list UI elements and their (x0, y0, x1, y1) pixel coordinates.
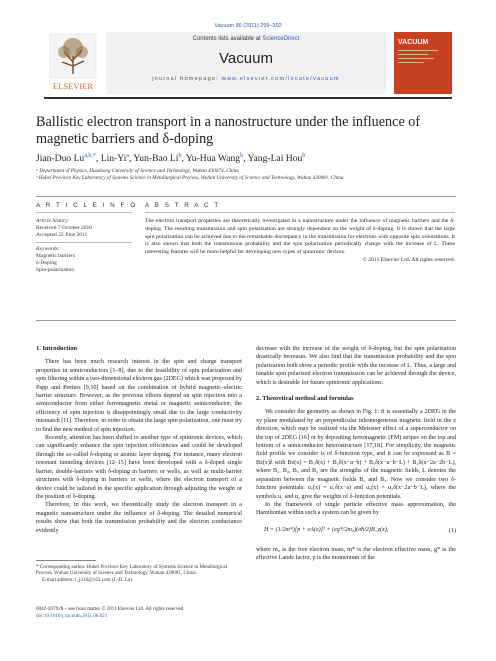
abstract-heading: A B S T R A C T (145, 202, 221, 209)
author-affil-mark: a,b,* (84, 153, 96, 159)
received-date: Received 7 October 2010 (36, 225, 93, 231)
homepage-prefix: journal homepage: (152, 76, 222, 82)
paragraph: In the framework of single particle effective mass approximation, the Hamiltonian within such a system can be given by (256, 501, 456, 517)
accepted-date: Accepted 22 June 2011 (36, 232, 88, 238)
page-footer (36, 606, 242, 620)
right-column (256, 345, 456, 563)
left-column (36, 345, 242, 535)
equation-text: H = (1/2m*)[p + eA(x)]² + (eg*/2m₀)(σħ/2)B_z(x), (264, 526, 389, 533)
affiliation: ᵇ Hubei Province Key Laboratory of Systems Science in Metallurgical Process, Wuhan University of Science and Technology, Wuhan 430081, China (36, 175, 344, 181)
section-rule (36, 320, 456, 321)
header-rule (44, 97, 452, 99)
section-rule (36, 196, 456, 197)
author-name[interactable]: Lin-Yi (100, 153, 127, 165)
elsevier-logo (44, 32, 102, 94)
equation-1 (256, 522, 456, 542)
journal-banner (106, 32, 386, 94)
info-divider (36, 242, 132, 243)
keyword: Spin-polarization (36, 266, 75, 273)
paragraph: We consider the geometry as shown in Fig. 1: It is essentially a 2DEG in the xy plane modulated by an perpendicular inhomogeneous magnetic field in the z direction, which may be realized via the Meissner effect of a superconductor on the top of 2DEG [16] or by depositing ferromagnetic (FM) stripes on the top and bottom of a semiconductor heterostructure [17,18]. For simplicity, the magnetic field profile we consider is of δ-function type, and it can be expressed as B = Bz(x)ẑ with Bz(x) = B₁δ(x) + B₂δ(x−a−b) + B₃δ(x−a−b−L) + B₄δ(x−2a−2b−L), where B₁, B₂, B₃ and B₄ are the strengths of the magnetic fields, L denotes the separation between the magnetic fields B₂ and B₃. Now we consider two δ-function potentials: u₁(x) = u₁δ(x−a) and u₂(x) = u₂δ(x−2a−b−L), where the symbols u₁ and u₂ give the weights of δ-function potentials. (256, 409, 456, 500)
keyword: δ-Doping (36, 259, 57, 266)
author-name[interactable]: Yu-Hua Wang (185, 153, 241, 165)
doi-link[interactable]: doi:10.1016/j.vacuum.2011.06.021 (36, 612, 108, 619)
article-info (36, 218, 132, 274)
author-list: Jian-Duo $Lu^{a,b,*}$, Lin-Yi$^a$, Yun-Bao Li$^b$, Yu-Hua Wang$^b$, Yang-Lai Hou$^b$ (36, 153, 306, 165)
section-heading-theory: 2. Theoretical method and formulas (256, 395, 354, 403)
author-name[interactable]: Jian-Duo Lu (36, 153, 85, 165)
author-affil-mark: a (126, 153, 129, 159)
cover-line (398, 58, 434, 59)
info-rule (36, 212, 132, 213)
paragraph: Therefore, in this work, we theoretically study the electron transport in a magnetic nanostructure under the influence of δ-doping. The detailed numerical results show that both the transmission probability and the electron conductance evidently (36, 502, 242, 534)
journal-cover-thumbnail (394, 32, 452, 94)
section-heading-introduction: 1. Introduction (36, 345, 78, 352)
keyword: Magnetic barriers (36, 252, 75, 259)
author-name[interactable]: Yun-Bao Li (133, 153, 179, 165)
journal-homepage (106, 76, 386, 82)
contents-line (106, 36, 386, 42)
elsevier-tree-icon (44, 32, 102, 94)
issn-line: 0042-207X/$ – see front matter © 2011 Elsevier Ltd. All rights reserved. (36, 606, 185, 612)
sciencedirect-link[interactable]: ScienceDirect (262, 36, 300, 42)
affiliation: ᵃ Department of Physics, Huazhong University of Science and Technology, Wuhan 430074, China (36, 168, 239, 174)
cover-title: VACUUM (398, 39, 429, 46)
cover-line (398, 62, 424, 63)
homepage-link[interactable]: www.elsevier.com/locate/vacuum (221, 76, 340, 82)
history-label: Article history: (36, 218, 70, 224)
author-affil-mark: b (302, 153, 306, 159)
abstract-text: The electron transport properties are theoretically investigated in a nanostructure under the influence of magnetic barriers and the δ-doping. The resulting transmission and spin polarization are strongly dependent on the weight of δ-doping. It is shown that the large spin polarization can be achieved due to the remarkable discrepancy in the transmission for electrons with opposite spin orientations. It is also shown that both the transmission probability and the spin polarization periodically change with the increase of L. These interesting features will be more helpful for developing new types of spintronic devices. (145, 218, 455, 256)
corresponding-author-note: * Corresponding author. Hubei Province Key Laboratory of Systems Science in Metallurgical Process, Wuhan University of Science and Technology, Wuhan 430081, China. (36, 563, 227, 577)
article-title: Ballistic electron transport in a nanostructure under the influence of magnetic barriers and δ-doping (36, 114, 421, 147)
abstract-body (145, 218, 455, 265)
email-note[interactable]: E-mail address: l_j316@163.com (J.-D. Lu). (42, 576, 134, 583)
paragraph: There has been much research interest in the spin and charge transport properties in semiconductors [1–8], due to the feasibility of spin polarization and spin filtering within a two-dimensional electron gas (2DEG) which was proposed by Papp and Peeters [9,10] based on the combination of hybrid magnetic–electric barrier structure. However, as the previous efforts depend on spin injection into a semiconductor from either ferromagnetic metal or magnetic semiconductor, the efficiency of spin injection is disappointingly small due to the large conductivity mismatch [11]. Therefore, in order to obtain the large spin polarization, one must try to find the new method of spin injection. (36, 359, 242, 433)
paragraph: decrease with the increase of the weight of δ-doping, but the spin polarization drastically increases. We also find that the transmission probability and the spin polarization both show a periodic profile with the increase of L. Thus, a large and tunable spin polarized electron transmission can be achieved through the device, which is desirable for future spintronic applications. (256, 346, 456, 386)
footnote-rule (36, 560, 96, 561)
abstract-rule (145, 212, 455, 213)
author-affil-mark: b (240, 153, 244, 159)
author-affil-mark: b (178, 153, 182, 159)
copyright-line: © 2011 Elsevier Ltd. All rights reserved. (362, 256, 455, 263)
corresponding-footnote (36, 560, 242, 583)
paragraph: Recently, attention has been shifted to another type of spintronic devices, which can significantly enhance the spin injection efficiencies and could be developed through the so-called δ-doping or atomic layer doping. For instance, many electron resonant tunneling devices [12–15] have been developed with a δ-doped single barrier, double-barriers with δ-doping in barriers or wells, as well as multi-barrier structures with δ-doping in barriers or wells, where the electron transport of a device could be tailored to the specific application through adjusting the weight or the position of δ-doping. (36, 435, 242, 500)
author-name[interactable]: Yang-Lai Hou (247, 153, 303, 165)
cover-line (398, 50, 438, 51)
journal-header (44, 32, 452, 94)
contents-prefix: Contents lists available at (192, 36, 263, 42)
paragraph: where m₀ is the free electron mass, m* is the electron effective mass, g* is the effective Lande factor, p is the momentum of the (256, 546, 456, 562)
journal-name: Vacuum (219, 50, 273, 67)
elsevier-wordmark: ELSEVIER (52, 81, 94, 91)
equation-number: (1) (448, 527, 456, 534)
article-info-heading: A R T I C L E I N F O (36, 202, 138, 209)
journal-citation[interactable]: Vacuum 86 (2011) 299–302 (214, 23, 282, 29)
cover-line (398, 54, 428, 55)
keywords-label: Keywords: (36, 245, 60, 252)
